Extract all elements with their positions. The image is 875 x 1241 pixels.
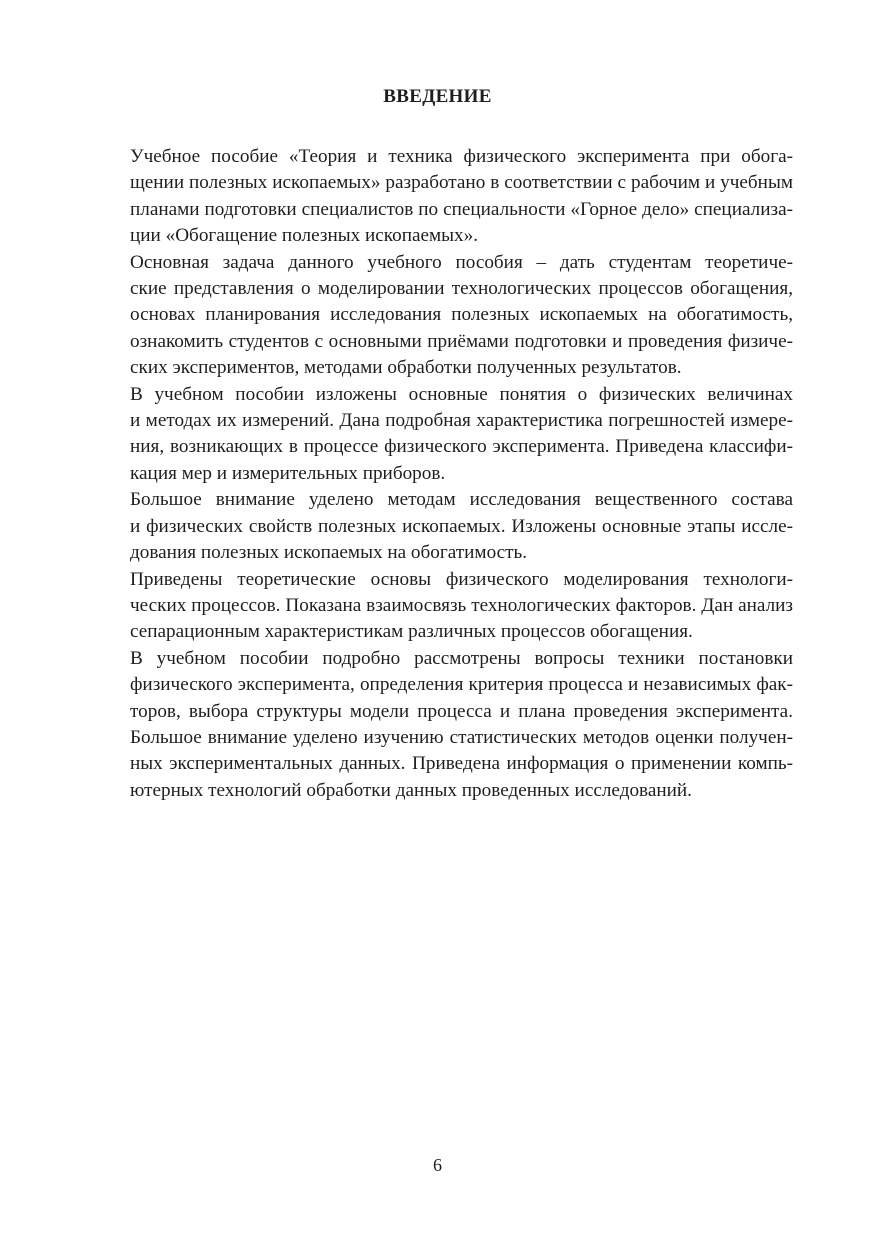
text-line: физического эксперимента, определения критерия процесса и независимых фак- (130, 674, 793, 696)
paragraph-2 (83, 250, 793, 382)
paragraph-1 (83, 144, 793, 250)
text-line: ных экспериментальных данных. Приведена информация о применении компь- (130, 753, 793, 775)
text-line: и физических свойств полезных ископаемых. Изложены основные этапы иссле- (130, 515, 793, 537)
text-line: ютерных технологий обработки данных проведенных исследований. (130, 779, 692, 801)
text-line: и методах их измерений. Дана подробная характеристика погрешностей измере- (130, 410, 793, 432)
text-line: щении полезных ископаемых» разработано в соответствии с рабочим и учебным (130, 172, 793, 194)
paragraph-3 (83, 382, 793, 488)
text-line: торов, выбора структуры модели процесса и плана проведения эксперимента. (130, 700, 793, 722)
text-line: Большое внимание уделено изучению статистических методов оценки получен- (130, 726, 793, 748)
text-line: Большое внимание уделено методам исследования вещественного состава (130, 489, 793, 511)
text-line: планами подготовки специалистов по специальности «Горное дело» специализа- (130, 198, 793, 220)
text-line: ских экспериментов, методами обработки полученных результатов. (130, 357, 682, 379)
text-line: кация мер и измерительных приборов. (130, 462, 446, 484)
text-line: ния, возникающих в процессе физического эксперимента. Приведена классифи- (130, 436, 793, 458)
text-line: Приведены теоретические основы физического моделирования технологи- (130, 568, 793, 590)
text-line: Учебное пособие «Теория и техника физического эксперимента при обога- (130, 146, 793, 167)
text-line: сепарационным характеристикам различных процессов обогащения. (130, 621, 693, 643)
text-line: В учебном пособии изложены основные понятия о физических величинах (130, 383, 793, 405)
page-number: 6 (433, 1155, 442, 1175)
paragraph-6 (83, 646, 793, 804)
text-line: Основная задача данного учебного пособия – дать студентам теоретиче- (130, 251, 793, 273)
text-line: основах планирования исследования полезных ископаемых на обогатимость, (130, 304, 793, 326)
text-line: ческих процессов. Показана взаимосвязь технологических факторов. Дан анализ (130, 594, 793, 616)
body-text (83, 144, 793, 804)
text-line: ознакомить студентов с основными приёмами подготовки и проведения физиче- (130, 330, 793, 352)
paragraph-4 (83, 487, 793, 566)
text-line: дования полезных ископаемых на обогатимость. (130, 542, 528, 564)
paragraph-5 (83, 567, 793, 646)
text-line: ции «Обогащение полезных ископаемых». (130, 225, 479, 247)
text-line: ские представления о моделировании технологических процессов обогащения, (130, 278, 793, 300)
page-title: ВВЕДЕНИЕ (383, 86, 492, 107)
text-line: В учебном пособии подробно рассмотрены вопросы техники постановки (130, 647, 793, 669)
